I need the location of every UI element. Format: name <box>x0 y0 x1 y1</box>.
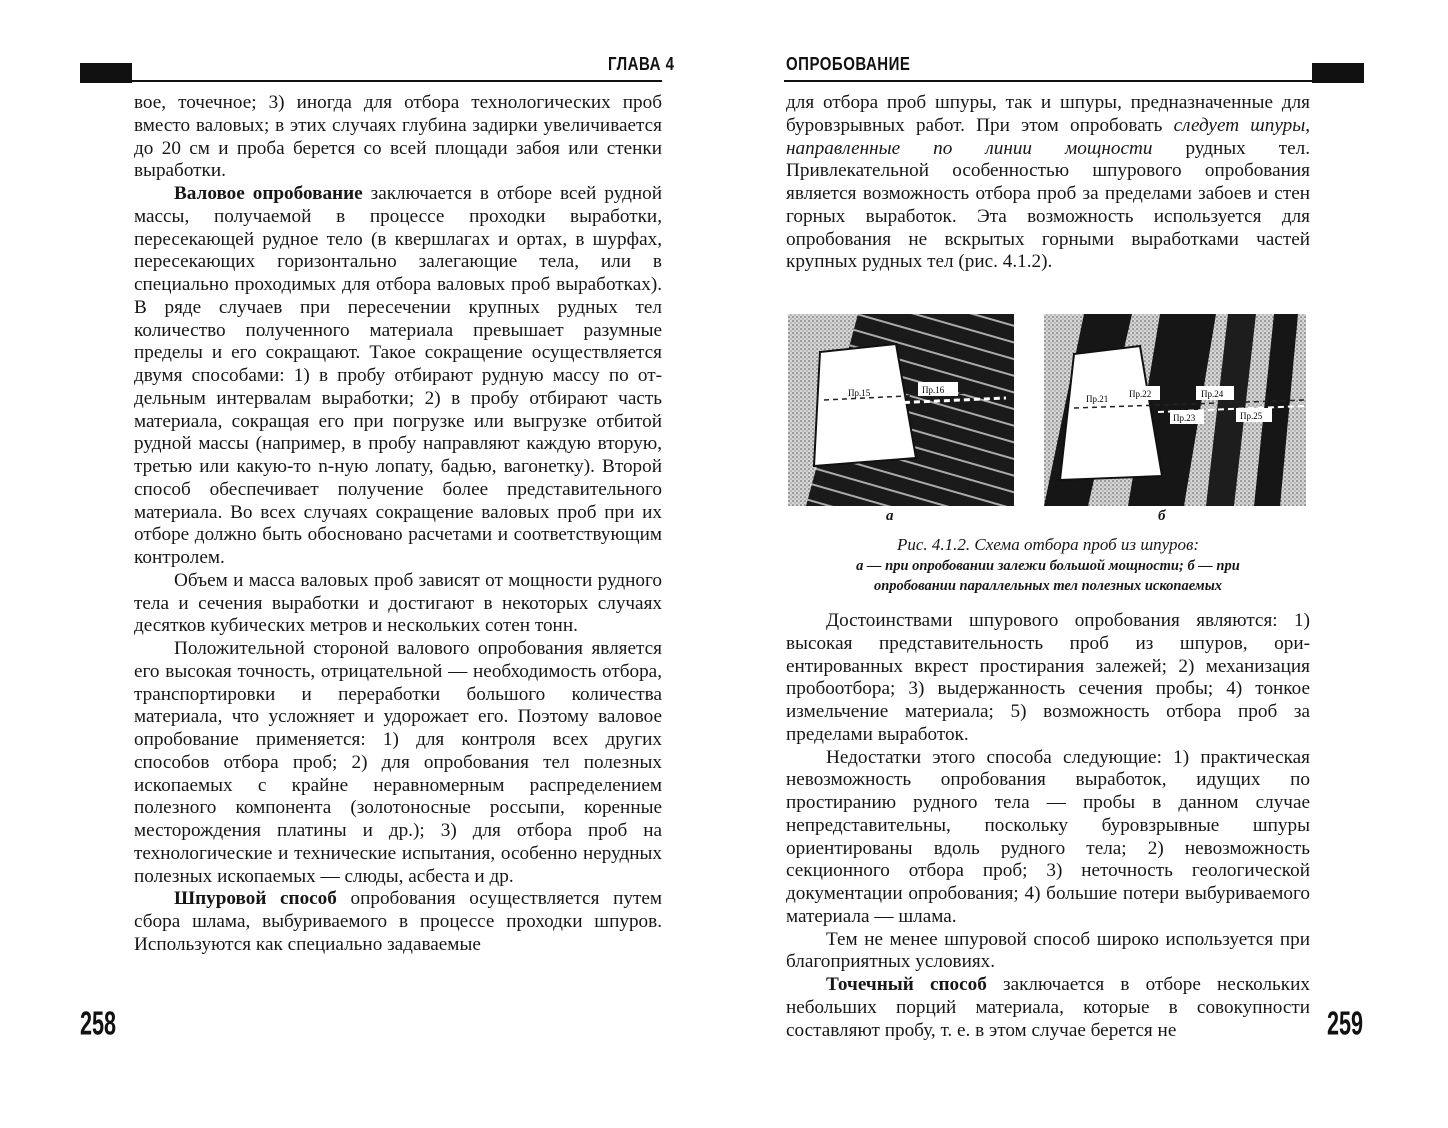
paragraph <box>134 570 662 638</box>
paragraph-text: опробования осуществляется путем сбора шлама, выбуриваемого в процессе проходки шпуров. Используются как специально задаваемые <box>134 888 662 955</box>
paragraph-text: Объем и масса валовых проб зависят от мощности рудного тела и сечения выработки и достигают в некоторых случаях десятков кубических метров и нескольких сотен тонн. <box>134 569 662 637</box>
paragraph-text: Недостатки этого способа следующие: 1) практическая невозможность опробования выработок, идущих по простиранию рудного тела — пробы в данном случае непредставительны, поскольку буровзрывные шпуры ориентированы вдоль рудного тела; 2) невозможность секционного отбора проб; 3) неточность геологической документации опробования; 4) большие потери выбуриваемого материала — шлама. <box>786 746 1310 927</box>
sample-label-a2: Пр.16 <box>922 385 945 395</box>
right-page-number: 259 <box>1327 1006 1364 1043</box>
paragraph <box>786 929 1310 975</box>
paragraph <box>786 974 1310 1042</box>
paragraph-text-tail: рудных тел. Привлекательной особенностью шпурового опробования является возможность отбора проб за пределами забоев и стен горных выработок. Эта возможность используется для опробования не вскрытых горными выработками частей крупных рудных тел (рис. 4.1.2). <box>786 137 1311 273</box>
paragraph <box>134 92 662 183</box>
panel-a-drawing <box>788 314 1014 506</box>
paragraph <box>786 747 1310 929</box>
paragraph-text: Тем не менее шпуровой способ широко используется при благоприятных условиях. <box>786 928 1310 973</box>
paragraph-text: заключается в отборе нескольких небольших порций материала, которые в совокупности составляют пробу, т. е. в этом случае берется не <box>786 974 1310 1041</box>
figure-caption-line-1: а — при опробовании залежи большой мощности; б — при <box>856 558 1240 574</box>
panel-b-drawing <box>1044 314 1306 506</box>
paragraph-text: Положительной стороной валового опробования является его высокая точность, отрицательной — необходимость отбора, транспортировки и переработки большого количества материала, что усложняет и удорожает его. Поэтому валовое опробование применяется: 1) для контроля всех других способов отбора проб; 2) для опробования тел полезных ископаемых с крайне неравномерным распределением полезного компонента (золотоносные россыпи, коренные месторождения платины и др.); 3) для отбора проб на технологические и технические испытания, особенно нерудных полезных ископаемых — слюды, асбеста и др. <box>134 638 662 887</box>
paragraph-text: вое, точечное; 3) иногда для отбора технологических проб вместо валовых; в этих случаях глубина задирки увеличивается до 20 см и проба берется со всей площади забоя или стенки выработки. <box>134 92 662 182</box>
paragraph-text: заключается в отборе всей рудной массы, получаемой в процессе проходки выработки, пересекающей рудное тело (в квершлагах и ортах, в шурфах, пересекающих горизонтально залегающие тела, или в специально проходимых для отбора валовых проб выработках). В ряде случаев при пересечении крупных рудных тел количество полученного материала превышает разумные пределы и его сокращают. Такое сокращение осуществляется двумя способами: 1) в пробу отбирают рудную массу по отдельным интервалам выработки; 2) в пробу отбирают часть материала, сокращая его при погрузке или выгрузке отбитой рудной массы (например, в пробу направляют каждую вторую, третью или какую-то n-ную лопату, бадью, вагонетку). Второй способ обеспечивает получение более представительного материала. Во всех случаях сокращение валовых проб при их отборе должно быть обосновано расчетами и соответствующим контролем. <box>134 183 662 568</box>
left-header-block <box>80 63 132 83</box>
figure-4-1-2 <box>788 312 1308 602</box>
left-page-number: 258 <box>80 1006 117 1043</box>
sample-label-b4: Пр.24 <box>1201 389 1224 399</box>
sample-label-b1: Пр.21 <box>1086 394 1109 404</box>
figure-caption-title: Рис. 4.1.2. Схема отбора проб из шпуров: <box>896 535 1200 554</box>
paragraph-text: для отбора проб шпуры, так и шпуры, предназначенные для буровзрывных работ. При этом опробовать <box>786 92 1310 136</box>
right-header-block <box>1312 63 1364 83</box>
sample-label-b5: Пр.25 <box>1240 411 1263 421</box>
left-running-head: ГЛАВА 4 <box>608 53 675 75</box>
paragraph-lead-term: Шпуровой способ <box>174 888 337 910</box>
figure-label-a: а <box>886 508 894 524</box>
right-running-head: ОПРОБОВАНИЕ <box>786 53 911 75</box>
paragraph-text: Достоинствами шпурового опробования являются: 1) высокая представительность проб из шпуров, ориентированных вкрест простирания залежей; 2) механизация пробоотбора; 3) выдержанность сечения пробы; 4) тонкое измельчение материала; 5) возможность отбора проб за пределами выработок. <box>786 610 1310 745</box>
paragraph <box>134 638 662 888</box>
right-header-rule <box>784 80 1312 82</box>
left-page-text <box>134 92 662 957</box>
left-header-rule <box>132 80 662 82</box>
sample-label-a1: Пр.15 <box>848 388 871 398</box>
sample-label-b3: Пр.23 <box>1173 413 1196 423</box>
figure-caption <box>788 534 1308 596</box>
paragraph <box>134 183 662 570</box>
paragraph <box>786 610 1310 747</box>
right-page-text-top <box>786 92 1310 274</box>
paragraph <box>786 92 1310 274</box>
paragraph-lead-term: Точечный способ <box>826 974 987 995</box>
figure-caption-line-2: опробовании параллельных тел полезных ископаемых <box>873 578 1223 594</box>
figure-drawing <box>788 312 1308 517</box>
paragraph-emphasis: следует шпуры, направленные по линии мощности <box>786 114 1311 159</box>
paragraph <box>134 888 662 956</box>
right-page-text-bottom <box>786 610 1310 1042</box>
figure-label-b: б <box>1158 508 1166 524</box>
sample-label-b2: Пр.22 <box>1129 389 1152 399</box>
paragraph-lead-term: Валовое опробование <box>174 183 363 204</box>
